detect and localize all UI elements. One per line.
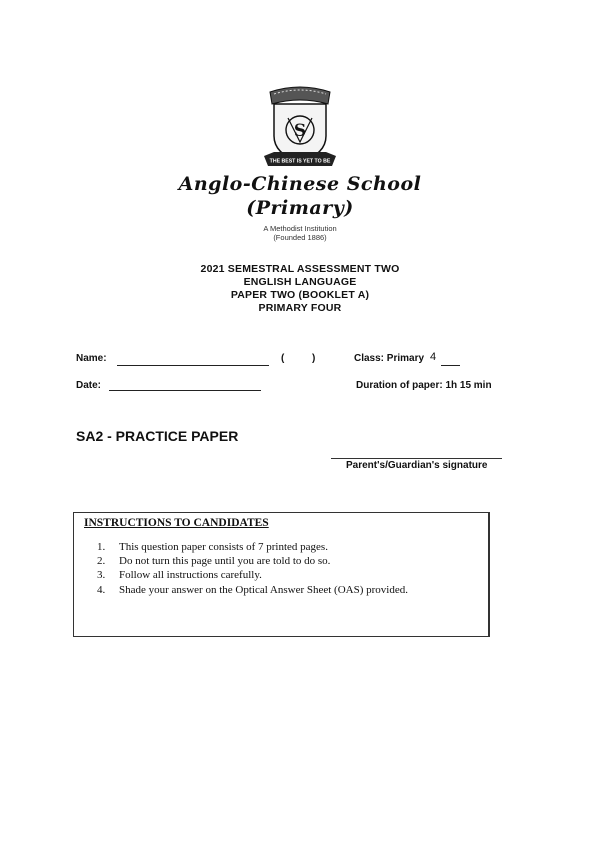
- instruction-item: [97, 541, 408, 555]
- instructions-title: INSTRUCTIONS TO CANDIDATES: [84, 517, 269, 529]
- instruction-text: This question paper consists of 7 printed pages.: [119, 541, 328, 553]
- class-field[interactable]: [441, 365, 460, 366]
- name-label: Name:: [76, 353, 107, 364]
- instruction-item: [97, 584, 408, 598]
- institution-note: A Methodist Institution: [263, 224, 337, 233]
- index-paren-open: (: [281, 353, 285, 364]
- exam-title: 2021 SEMESTRAL ASSESSMENT TWO: [200, 263, 400, 275]
- signature-field[interactable]: [331, 458, 502, 459]
- instruction-text: Do not turn this page until you are told to do so.: [119, 555, 331, 568]
- date-field[interactable]: [109, 390, 261, 391]
- exam-subject: ENGLISH LANGUAGE: [243, 276, 357, 288]
- school-name-line1: Anglo-Chinese School: [178, 173, 422, 195]
- class-value: 4: [430, 351, 437, 363]
- instruction-item: [97, 555, 408, 569]
- school-crest-logo: [262, 80, 338, 174]
- instruction-number: 2.: [97, 555, 106, 568]
- crest-motto: THE BEST IS YET TO BE: [269, 158, 331, 165]
- instruction-text: Follow all instructions carefully.: [119, 569, 262, 582]
- name-field[interactable]: [117, 365, 269, 366]
- exam-level: PRIMARY FOUR: [258, 302, 342, 314]
- instruction-number: 4.: [97, 583, 106, 596]
- duration-text: Duration of paper: 1h 15 min: [356, 380, 492, 391]
- founded-note: (Founded 1886): [273, 233, 327, 242]
- instruction-text: Shade your answer on the Optical Answer Sheet (OAS) provided.: [119, 583, 408, 596]
- class-label: Class: Primary: [354, 353, 425, 364]
- date-label: Date:: [76, 380, 102, 391]
- exam-paper: PAPER TWO (BOOKLET A): [230, 289, 370, 301]
- signature-label: Parent's/Guardian's signature: [346, 460, 488, 471]
- svg-text:S: S: [293, 121, 307, 141]
- practice-paper-title: SA2 - PRACTICE PAPER: [76, 428, 239, 444]
- index-paren-close: ): [312, 353, 316, 364]
- instructions-list: [97, 541, 408, 598]
- school-name-line2: (Primary): [246, 197, 354, 219]
- instruction-number: 3.: [97, 569, 106, 582]
- instruction-number: 1.: [97, 541, 106, 553]
- instruction-item: [97, 569, 408, 583]
